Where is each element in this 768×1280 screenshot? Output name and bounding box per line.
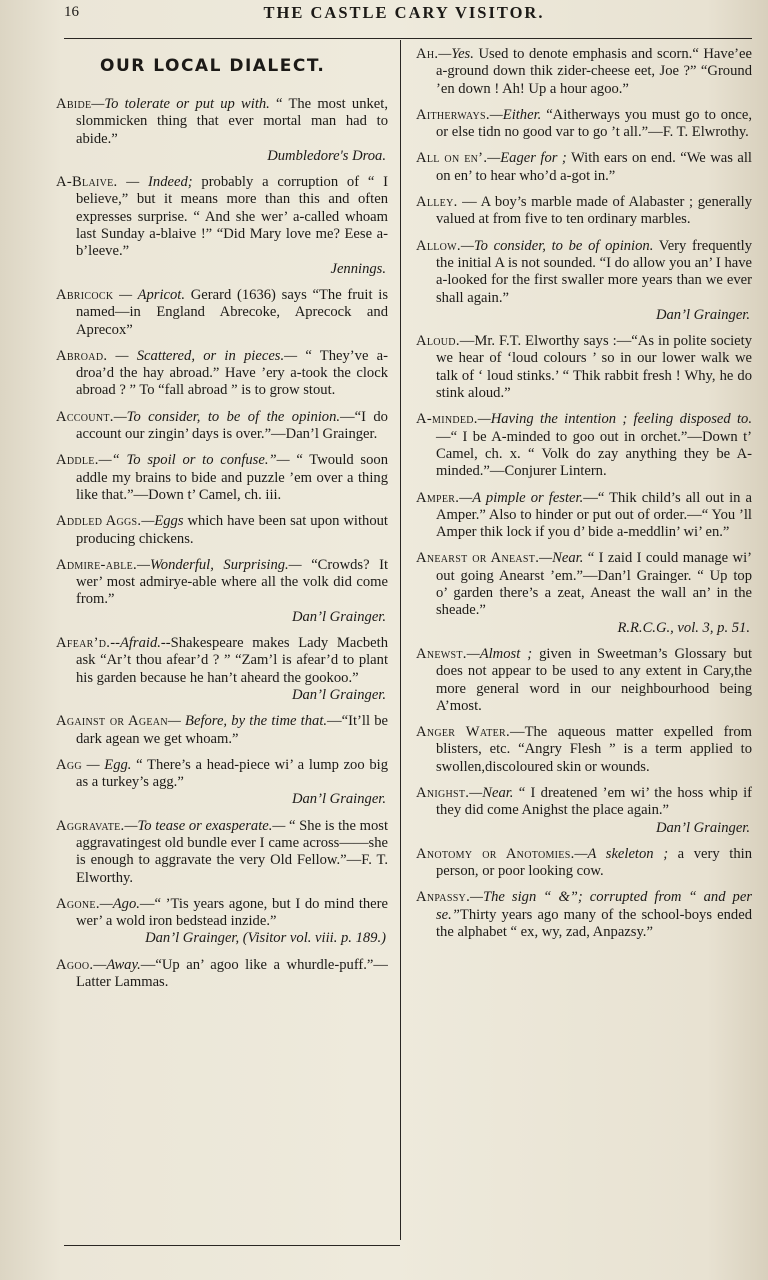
definition: --Afraid.: [110, 635, 161, 652]
headword: Anotomy or Anotomies.: [416, 845, 575, 862]
dialect-entry: [56, 174, 388, 278]
entry-text: Thirty years ago many of the school-boys ended the alphabet “ ex, wy, zad, Anpazsy.”: [436, 906, 752, 941]
left-entry-list: [56, 96, 388, 991]
entry-text: “ They’ve a-droa’d the hay abroad.” Have ’ery a-took the clock abroad ? ” To “fall abroad ” is to grow stout.: [76, 347, 388, 399]
headword: Abricock: [56, 286, 114, 303]
headword: Addle.: [56, 452, 99, 469]
headword: Aitherways.: [416, 106, 490, 123]
entry-text: Very frequently the initial A is not sounded. “I do allow you an’ I have a-looked for the first swaller more years than we ever shall again.”: [436, 237, 752, 306]
definition: — Egg.: [81, 756, 132, 773]
dialect-entry: [416, 550, 752, 636]
running-header: [0, 0, 768, 30]
dialect-entry: [416, 150, 752, 185]
entry-text: a very thin person, or poor looking cow.: [436, 845, 752, 880]
definition: —Near.: [469, 784, 514, 801]
headword: Alley.: [416, 194, 458, 211]
definition: —To consider, to be of the opinion.: [113, 408, 341, 425]
citation: Dan’l Grainger.: [655, 306, 750, 323]
definition: —A pimple or fester.: [459, 489, 584, 506]
left-column: [56, 46, 388, 1000]
definition: — Before, by the time that.: [167, 713, 328, 730]
citation: R.R.C.G., vol. 3, p. 51.: [617, 619, 750, 636]
entry-text: given in Sweetman’s Glossary but does not appear to be used to any extent in Cary,the more general word in our neighbourhood being A’most.: [436, 645, 752, 714]
definition: —To consider, to be of opinion.: [460, 237, 654, 254]
definition: —Eggs: [141, 513, 184, 530]
definition: —Near.: [539, 550, 584, 567]
definition: —The sign “ &”; corrupted from “ and per se.”: [436, 889, 752, 923]
dialect-entry: [56, 818, 388, 887]
entry-text: Used to denote emphasis and scorn.“ Have’ee a-ground down thik zider-cheese eet, Joe ?” “Ground ’en down ! Ah! Up a hour agoo.”: [436, 46, 752, 97]
dialect-entry: [416, 107, 752, 142]
entry-text: “ She is the most aggravatingest old bundle ever I came across——she is enough to aggravate the very Old Fellow.”—F. T. Elworthy.: [76, 817, 388, 886]
headword: Addled Aggs.: [56, 513, 142, 530]
headword: Anighst.: [416, 784, 470, 801]
headword: Aggravate.: [56, 817, 125, 834]
headword: Ah.: [416, 46, 439, 62]
entry-text: —“ Thik child’s all out in a Amper.” Also to hinder or put out of order.—“ You ’ll Amper thik lock if you d’ bide a-meddlin’ wi’ en.”: [436, 489, 752, 541]
entry-text: —“ ’Tis years agone, but I do mind there wer’ a wold iron bedstead inzide.”: [76, 895, 388, 930]
definition: — Indeed;: [117, 174, 193, 191]
headword: Admire-able.: [56, 556, 137, 573]
citation: Dan’l Grainger.: [291, 686, 386, 703]
header-rule: [64, 38, 752, 39]
dialect-entry: [416, 846, 752, 881]
dialect-entry: [416, 333, 752, 402]
entry-text: “ Twould soon addle my brains to bide and puzzle ’em over a thing like that.”—Down t’ Camel, ch. iii.: [76, 452, 388, 503]
definition: —“ To spoil or to confuse.”—: [98, 452, 290, 469]
dialect-entry: [56, 757, 388, 809]
entry-text: “Crowds? It wer’ most admirye-able where all the volk did come from.”: [76, 556, 388, 608]
headword: Anewst.: [416, 645, 467, 662]
citation: Dumbledore's Droa.: [267, 147, 386, 164]
definition: — Scattered, or in pieces.—: [107, 347, 298, 364]
headword: Anearst or Aneast.: [416, 550, 540, 567]
definition: —Wonderful, Surprising.—: [136, 556, 302, 573]
definition: —Almost ;: [466, 645, 533, 662]
entry-text: --Shakespeare makes Lady Macbeth ask “Ar’t thou afear’d ? ” “Zam’l is afear’d to plant his garden because he han’t aheard the gookoo.”: [76, 635, 388, 686]
entry-text: —“I do account our zingin’ days is over.”—Dan’l Grainger.: [76, 408, 388, 443]
definition: —Having the intention ; feeling disposed to.: [477, 411, 752, 428]
entry-text: Gerard (1636) says “The fruit is named—in England Abrecoke, Aprecock and Aprecox”: [76, 286, 388, 338]
citation: Dan’l Grainger.: [655, 819, 750, 836]
dialect-entry: [56, 96, 388, 165]
definition: —Eager for ;: [487, 150, 567, 167]
dialect-entry: [56, 557, 388, 626]
headword: Anpassy.: [416, 889, 471, 906]
definition: — Apricot.: [113, 286, 186, 303]
dialect-entry: [416, 490, 752, 542]
headword: Abroad.: [56, 347, 108, 364]
headword: Aloud.: [416, 333, 460, 350]
right-column: [416, 46, 752, 950]
dialect-entry: [416, 46, 752, 98]
definition: —Ago.: [99, 895, 140, 912]
definition: —To tease or exasperate.—: [124, 817, 286, 834]
dialect-entry: [56, 713, 388, 748]
entry-text: “ I zaid I could manage wi’ out going Anearst ’em.”—Dan’l Grainger. “ Up top o’ garden there’s a zeat, Aneast the wall an’ in the sheade.”: [436, 550, 752, 619]
definition: —Away.: [93, 956, 141, 973]
footer-rule: [64, 1245, 400, 1246]
entry-text: which have been sat upon without producing chickens.: [76, 513, 388, 547]
dialect-entry: [56, 409, 388, 444]
headword: Amper.: [416, 489, 460, 506]
citation: Dan’l Grainger.: [291, 608, 386, 625]
dialect-entry: [416, 411, 752, 480]
entry-text: With ears on end. “We was all on en’ to hear who’d a-got in.”: [436, 150, 752, 184]
entry-text: —“Up an’ agoo like a whurdle-puff.”—Latter Lammas.: [76, 956, 388, 991]
entry-text: —“ I be A-minded to goo out in orchet.”—Down t’ Camel, ch. x. “ Volk do zay anything they be A-minded.”—Conjurer Lintern.: [436, 428, 752, 480]
headword: Afear’d.: [56, 635, 111, 652]
running-title: THE CASTLE CARY VISITOR.: [263, 3, 545, 22]
definition: —Either.: [489, 106, 542, 123]
citation: Jennings.: [330, 260, 386, 277]
dialect-entry: [56, 452, 388, 504]
definition: —Yes.: [438, 46, 474, 62]
headword: Allow.: [416, 237, 461, 254]
entry-text: — A boy’s marble made of Alabaster ; generally valued at from five to ten ordinary marbles.: [436, 194, 752, 228]
page-number: 16: [64, 4, 79, 20]
definition: —A skeleton ;: [574, 845, 669, 862]
entry-text: —The aqueous matter expelled from blisters, etc. “Angry Flesh ” is a term applied to swollen,discoloured skin or wounds.: [436, 724, 752, 775]
entry-text: “ I dreatened ’em wi’ the hoss whip if they did come Anighst the place again.”: [436, 784, 752, 819]
dialect-entry: [416, 646, 752, 715]
headword: Account.: [56, 408, 114, 425]
dialect-entry: [416, 785, 752, 837]
headword: A-Blaive.: [56, 174, 118, 191]
dialect-entry: [56, 513, 388, 548]
headword: A-minded.: [416, 411, 478, 428]
headword: Against or Agean: [56, 713, 168, 730]
citation: Dan’l Grainger.: [291, 791, 386, 808]
section-title: OUR LOCAL DIALECT.: [100, 56, 326, 76]
headword: Abide: [56, 96, 92, 112]
headword: Agone.: [56, 895, 100, 912]
dialect-entry: [416, 194, 752, 229]
dialect-entry: [56, 348, 388, 400]
dialect-entry: [416, 889, 752, 941]
dialect-entry: [416, 238, 752, 324]
entry-text: “ The most unket, slommicken thing that ever mortal man had to abide.”: [76, 96, 388, 147]
entry-text: “ There’s a head-piece wi’ a lump zoo big as a turkey’s agg.”: [76, 756, 388, 791]
dialect-entry: [416, 724, 752, 776]
headword: Agg: [56, 756, 82, 773]
dialect-entry: [56, 287, 388, 339]
citation: Dan’l Grainger, (Visitor vol. viii. p. 189.): [145, 930, 386, 947]
entry-text: —Mr. F.T. Elworthy says :—“As in polite society we hear of ‘loud colours ’ so in our lower walk we talk of ‘ loud stinks.’ “ Thik rabbit fresh ! Why, he do stink aloud.”: [436, 333, 752, 402]
right-entry-list: [416, 46, 752, 941]
headword: Anger Water.: [416, 724, 510, 741]
entry-text: —“It’ll be dark agean we get whoam.”: [76, 713, 388, 747]
dialect-entry: [56, 957, 388, 992]
entry-text: probably a corruption of “ I believe,” but it means more than this and often expresses surprise. “ And she wer’ a-called whoam last Sunday a-blaive !” “Did Mary love me? Eese a-b’leeve.”: [76, 174, 388, 260]
entry-text: “Aitherways you must go to once, or else tidn no good var to go ’t all.”—F. T. Elwrothy.: [436, 106, 752, 141]
dialect-entry: [56, 896, 388, 948]
headword: All on en’.: [416, 150, 488, 167]
definition: —To tolerate or put up with.: [91, 96, 270, 112]
headword: Agoo.: [56, 956, 94, 973]
column-divider: [400, 40, 401, 1240]
dialect-entry: [56, 635, 388, 704]
